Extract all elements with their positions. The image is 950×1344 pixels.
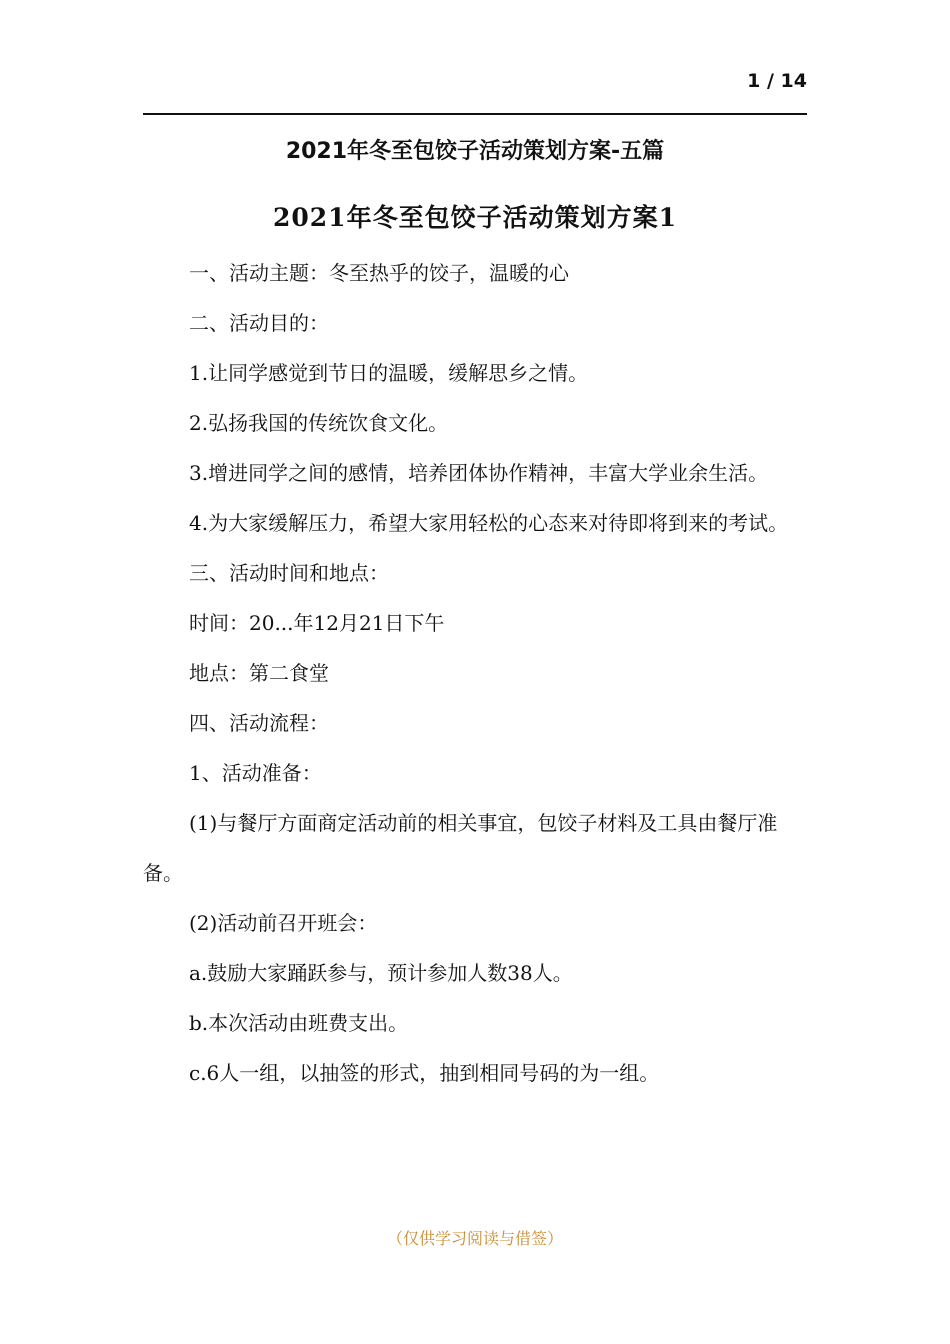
document-title: 2021年冬至包饺子活动策划方案-五篇 [285,139,665,164]
paragraph: b.本次活动由班费支出。 [189,1011,409,1035]
header-divider [143,113,807,115]
paragraph: 2.弘扬我国的传统饮食文化。 [189,411,449,435]
paragraph: 二、活动目的： [189,311,329,335]
section-title: 2021年冬至包饺子活动策划方案1 [273,203,677,232]
paragraph: 地点：第二食堂 [189,661,329,685]
paragraph: 1.让同学感觉到节日的温暖，缓解思乡之情。 [189,361,589,385]
page-indicator: 1 / 14 [747,70,807,92]
paragraph: 3.增进同学之间的感情，培养团体协作精神，丰富大学业余生活。 [189,461,769,485]
paragraph: (2)活动前召开班会： [189,911,378,935]
footer-note: （仅供学习阅读与借签） [386,1229,563,1248]
paragraph: 1、活动准备： [189,761,322,785]
paragraph: 四、活动流程： [189,711,329,735]
paragraph: 三、活动时间和地点： [189,561,389,585]
paragraph: c.6人一组，以抽签的形式，抽到相同号码的为一组。 [189,1061,660,1085]
paragraph: (1)与餐厅方面商定活动前的相关事宜，包饺子材料及工具由餐厅准备。 [143,811,778,885]
paragraph: 4.为大家缓解压力，希望大家用轻松的心态来对待即将到来的考试。 [189,511,789,535]
document-body [143,248,807,1098]
paragraph: 一、活动主题：冬至热乎的饺子，温暖的心 [189,261,569,285]
paragraph: a.鼓励大家踊跃参与，预计参加人数38人。 [189,961,573,985]
paragraph: 时间：20...年12月21日下午 [189,611,445,635]
